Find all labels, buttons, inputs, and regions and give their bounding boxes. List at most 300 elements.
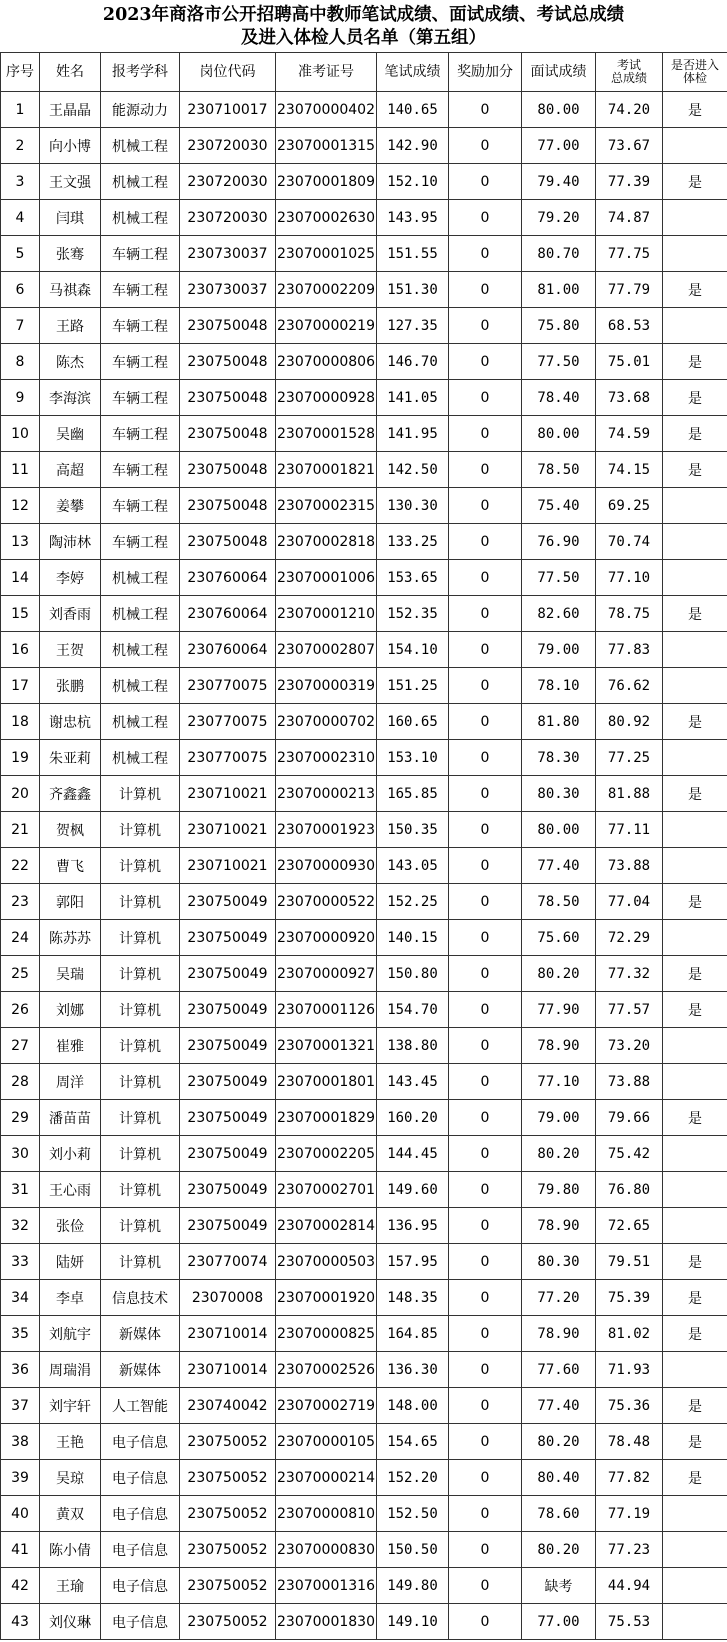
cell-total-score: 75.53 <box>596 1604 663 1640</box>
cell-name: 张鹏 <box>40 668 101 704</box>
table-row <box>1 776 727 812</box>
cell-physical-exam: 是 <box>663 1100 727 1136</box>
cell-name: 吴琼 <box>40 1460 101 1496</box>
cell-written-score: 149.80 <box>377 1568 449 1604</box>
table-row <box>1 1568 727 1604</box>
cell-position-code: 230710021 <box>180 812 276 848</box>
cell-name: 吴瑞 <box>40 956 101 992</box>
cell-ticket-number: 23070002205 <box>276 1136 377 1172</box>
cell-ticket-number: 23070002818 <box>276 524 377 560</box>
cell-subject: 计算机 <box>101 776 180 812</box>
table-row <box>1 956 727 992</box>
cell-seq: 23 <box>1 884 40 920</box>
cell-position-code: 230750052 <box>180 1460 276 1496</box>
cell-ticket-number: 23070001801 <box>276 1064 377 1100</box>
cell-written-score: 152.50 <box>377 1496 449 1532</box>
cell-position-code: 230750048 <box>180 380 276 416</box>
cell-bonus-points: 0 <box>449 344 522 380</box>
table-row <box>1 236 727 272</box>
cell-interview-score: 80.30 <box>522 776 596 812</box>
cell-interview-score: 78.90 <box>522 1208 596 1244</box>
cell-name: 闫琪 <box>40 200 101 236</box>
cell-written-score: 151.25 <box>377 668 449 704</box>
cell-position-code: 230750048 <box>180 344 276 380</box>
cell-bonus-points: 0 <box>449 992 522 1028</box>
table-row <box>1 416 727 452</box>
cell-interview-score: 79.00 <box>522 632 596 668</box>
cell-ticket-number: 23070000928 <box>276 380 377 416</box>
cell-subject: 机械工程 <box>101 704 180 740</box>
cell-subject: 电子信息 <box>101 1496 180 1532</box>
table-row <box>1 668 727 704</box>
cell-subject: 机械工程 <box>101 632 180 668</box>
cell-name: 王瑜 <box>40 1568 101 1604</box>
cell-written-score: 138.80 <box>377 1028 449 1064</box>
cell-written-score: 160.20 <box>377 1100 449 1136</box>
cell-bonus-points: 0 <box>449 524 522 560</box>
cell-bonus-points: 0 <box>449 1244 522 1280</box>
cell-written-score: 152.35 <box>377 596 449 632</box>
document-title-line2: 及进入体检人员名单（第五组） <box>241 28 486 48</box>
cell-total-score: 79.51 <box>596 1244 663 1280</box>
header-total-score <box>596 53 663 92</box>
cell-seq: 38 <box>1 1424 40 1460</box>
cell-written-score: 160.65 <box>377 704 449 740</box>
cell-interview-score: 79.00 <box>522 1100 596 1136</box>
cell-name: 潘苗苗 <box>40 1100 101 1136</box>
cell-interview-score: 77.10 <box>522 1064 596 1100</box>
cell-seq: 12 <box>1 488 40 524</box>
cell-seq: 39 <box>1 1460 40 1496</box>
table-row <box>1 200 727 236</box>
cell-total-score: 73.88 <box>596 848 663 884</box>
cell-total-score: 81.88 <box>596 776 663 812</box>
cell-subject: 计算机 <box>101 812 180 848</box>
cell-position-code: 230750052 <box>180 1568 276 1604</box>
cell-subject: 计算机 <box>101 1064 180 1100</box>
cell-ticket-number: 23070000319 <box>276 668 377 704</box>
cell-interview-score: 80.00 <box>522 92 596 128</box>
cell-bonus-points: 0 <box>449 1136 522 1172</box>
cell-position-code: 230710014 <box>180 1352 276 1388</box>
cell-bonus-points: 0 <box>449 1568 522 1604</box>
cell-total-score: 73.68 <box>596 380 663 416</box>
cell-interview-score: 78.40 <box>522 380 596 416</box>
cell-ticket-number: 23070000522 <box>276 884 377 920</box>
cell-total-score: 74.59 <box>596 416 663 452</box>
table-row <box>1 1244 727 1280</box>
table-row <box>1 1028 727 1064</box>
cell-seq: 21 <box>1 812 40 848</box>
header-interview-score: 面试成绩 <box>522 53 596 92</box>
cell-ticket-number: 23070002315 <box>276 488 377 524</box>
cell-subject: 计算机 <box>101 1244 180 1280</box>
cell-position-code: 230750049 <box>180 956 276 992</box>
cell-seq: 14 <box>1 560 40 596</box>
header-bonus-points: 奖励加分 <box>449 53 522 92</box>
cell-seq: 7 <box>1 308 40 344</box>
cell-bonus-points: 0 <box>449 1280 522 1316</box>
cell-bonus-points: 0 <box>449 632 522 668</box>
cell-position-code: 230730037 <box>180 272 276 308</box>
cell-physical-exam: 是 <box>663 596 727 632</box>
cell-physical-exam <box>663 1352 727 1388</box>
cell-physical-exam: 是 <box>663 1244 727 1280</box>
table-row <box>1 1460 727 1496</box>
header-exam-line2: 体检 <box>682 71 707 85</box>
cell-total-score: 77.57 <box>596 992 663 1028</box>
cell-total-score: 77.82 <box>596 1460 663 1496</box>
cell-interview-score: 75.80 <box>522 308 596 344</box>
cell-physical-exam: 是 <box>663 1424 727 1460</box>
cell-ticket-number: 23070001321 <box>276 1028 377 1064</box>
cell-seq: 28 <box>1 1064 40 1100</box>
cell-seq: 6 <box>1 272 40 308</box>
cell-interview-score: 80.20 <box>522 956 596 992</box>
cell-name: 黄双 <box>40 1496 101 1532</box>
cell-total-score: 71.93 <box>596 1352 663 1388</box>
cell-interview-score: 79.20 <box>522 200 596 236</box>
cell-name: 刘香雨 <box>40 596 101 632</box>
cell-subject: 电子信息 <box>101 1424 180 1460</box>
cell-subject: 计算机 <box>101 848 180 884</box>
cell-subject: 信息技术 <box>101 1280 180 1316</box>
cell-interview-score: 75.60 <box>522 920 596 956</box>
cell-interview-score: 75.40 <box>522 488 596 524</box>
cell-physical-exam: 是 <box>663 344 727 380</box>
cell-seq: 18 <box>1 704 40 740</box>
cell-bonus-points: 0 <box>449 1316 522 1352</box>
cell-written-score: 140.15 <box>377 920 449 956</box>
cell-name: 曹飞 <box>40 848 101 884</box>
cell-position-code: 230710014 <box>180 1316 276 1352</box>
cell-interview-score: 80.00 <box>522 812 596 848</box>
cell-written-score: 157.95 <box>377 1244 449 1280</box>
cell-ticket-number: 23070001830 <box>276 1604 377 1640</box>
cell-total-score: 75.42 <box>596 1136 663 1172</box>
table-row <box>1 1172 727 1208</box>
cell-physical-exam <box>663 200 727 236</box>
cell-bonus-points: 0 <box>449 740 522 776</box>
cell-position-code: 230750049 <box>180 1028 276 1064</box>
cell-subject: 机械工程 <box>101 164 180 200</box>
cell-ticket-number: 23070001923 <box>276 812 377 848</box>
cell-seq: 30 <box>1 1136 40 1172</box>
table-row <box>1 1208 727 1244</box>
cell-name: 崔雅 <box>40 1028 101 1064</box>
cell-total-score: 78.48 <box>596 1424 663 1460</box>
cell-bonus-points: 0 <box>449 1064 522 1100</box>
cell-name: 陈苏苏 <box>40 920 101 956</box>
cell-name: 陈杰 <box>40 344 101 380</box>
cell-position-code: 230770075 <box>180 740 276 776</box>
cell-total-score: 72.65 <box>596 1208 663 1244</box>
cell-total-score: 69.25 <box>596 488 663 524</box>
cell-bonus-points: 0 <box>449 884 522 920</box>
cell-written-score: 150.80 <box>377 956 449 992</box>
cell-subject: 车辆工程 <box>101 488 180 524</box>
cell-position-code: 230720030 <box>180 128 276 164</box>
cell-physical-exam <box>663 740 727 776</box>
cell-total-score: 78.75 <box>596 596 663 632</box>
cell-physical-exam <box>663 848 727 884</box>
cell-ticket-number: 23070000806 <box>276 344 377 380</box>
cell-interview-score: 77.50 <box>522 560 596 596</box>
cell-interview-score: 81.00 <box>522 272 596 308</box>
cell-written-score: 154.70 <box>377 992 449 1028</box>
header-written-score: 笔试成绩 <box>377 53 449 92</box>
cell-seq: 11 <box>1 452 40 488</box>
cell-written-score: 146.70 <box>377 344 449 380</box>
cell-subject: 车辆工程 <box>101 416 180 452</box>
cell-ticket-number: 23070001210 <box>276 596 377 632</box>
cell-physical-exam: 是 <box>663 164 727 200</box>
cell-ticket-number: 23070001315 <box>276 128 377 164</box>
cell-physical-exam: 是 <box>663 272 727 308</box>
cell-written-score: 152.25 <box>377 884 449 920</box>
cell-total-score: 80.92 <box>596 704 663 740</box>
cell-physical-exam: 是 <box>663 416 727 452</box>
cell-ticket-number: 23070000213 <box>276 776 377 812</box>
cell-ticket-number: 23070001126 <box>276 992 377 1028</box>
table-row <box>1 596 727 632</box>
cell-seq: 8 <box>1 344 40 380</box>
cell-written-score: 154.65 <box>377 1424 449 1460</box>
cell-subject: 计算机 <box>101 1028 180 1064</box>
cell-written-score: 165.85 <box>377 776 449 812</box>
cell-position-code: 23070008 <box>180 1280 276 1316</box>
cell-bonus-points: 0 <box>449 380 522 416</box>
cell-ticket-number: 23070001809 <box>276 164 377 200</box>
cell-total-score: 73.67 <box>596 128 663 164</box>
cell-seq: 5 <box>1 236 40 272</box>
cell-written-score: 149.60 <box>377 1172 449 1208</box>
cell-total-score: 73.20 <box>596 1028 663 1064</box>
cell-subject: 新媒体 <box>101 1352 180 1388</box>
cell-ticket-number: 23070000702 <box>276 704 377 740</box>
cell-seq: 16 <box>1 632 40 668</box>
table-body <box>1 92 727 1640</box>
cell-position-code: 230750052 <box>180 1532 276 1568</box>
table-row <box>1 920 727 956</box>
cell-position-code: 230750049 <box>180 920 276 956</box>
cell-ticket-number: 23070002807 <box>276 632 377 668</box>
cell-subject: 机械工程 <box>101 668 180 704</box>
cell-bonus-points: 0 <box>449 776 522 812</box>
cell-physical-exam: 是 <box>663 1280 727 1316</box>
cell-bonus-points: 0 <box>449 416 522 452</box>
cell-total-score: 77.11 <box>596 812 663 848</box>
cell-position-code: 230750052 <box>180 1604 276 1640</box>
table-row <box>1 380 727 416</box>
cell-bonus-points: 0 <box>449 128 522 164</box>
cell-physical-exam <box>663 524 727 560</box>
cell-name: 王心雨 <box>40 1172 101 1208</box>
cell-position-code: 230750049 <box>180 1064 276 1100</box>
cell-written-score: 142.90 <box>377 128 449 164</box>
cell-physical-exam <box>663 1028 727 1064</box>
cell-written-score: 142.50 <box>377 452 449 488</box>
table-row <box>1 740 727 776</box>
cell-name: 周瑞涓 <box>40 1352 101 1388</box>
cell-interview-score: 78.50 <box>522 452 596 488</box>
cell-name: 朱亚莉 <box>40 740 101 776</box>
cell-interview-score: 78.90 <box>522 1028 596 1064</box>
cell-ticket-number: 23070001025 <box>276 236 377 272</box>
cell-subject: 车辆工程 <box>101 452 180 488</box>
cell-written-score: 143.95 <box>377 200 449 236</box>
cell-written-score: 127.35 <box>377 308 449 344</box>
table-row <box>1 92 727 128</box>
results-table <box>0 52 727 1640</box>
cell-subject: 计算机 <box>101 884 180 920</box>
table-row <box>1 1280 727 1316</box>
cell-physical-exam <box>663 1496 727 1532</box>
cell-written-score: 141.95 <box>377 416 449 452</box>
header-total-line1: 考试 <box>616 58 641 72</box>
cell-bonus-points: 0 <box>449 236 522 272</box>
cell-physical-exam <box>663 1064 727 1100</box>
cell-position-code: 230730037 <box>180 236 276 272</box>
cell-name: 陶沛林 <box>40 524 101 560</box>
cell-subject: 电子信息 <box>101 1460 180 1496</box>
cell-total-score: 76.80 <box>596 1172 663 1208</box>
cell-interview-score: 82.60 <box>522 596 596 632</box>
cell-name: 向小博 <box>40 128 101 164</box>
cell-physical-exam <box>663 488 727 524</box>
table-row <box>1 308 727 344</box>
cell-seq: 42 <box>1 1568 40 1604</box>
cell-ticket-number: 23070001821 <box>276 452 377 488</box>
cell-interview-score: 80.40 <box>522 1460 596 1496</box>
cell-position-code: 230750049 <box>180 1136 276 1172</box>
cell-physical-exam <box>663 1208 727 1244</box>
cell-seq: 2 <box>1 128 40 164</box>
cell-total-score: 76.62 <box>596 668 663 704</box>
table-row <box>1 704 727 740</box>
cell-bonus-points: 0 <box>449 1208 522 1244</box>
cell-subject: 计算机 <box>101 1208 180 1244</box>
cell-ticket-number: 23070002209 <box>276 272 377 308</box>
cell-physical-exam <box>663 1532 727 1568</box>
cell-physical-exam: 是 <box>663 704 727 740</box>
table-row <box>1 812 727 848</box>
cell-total-score: 72.29 <box>596 920 663 956</box>
cell-interview-score: 77.00 <box>522 128 596 164</box>
cell-ticket-number: 23070002630 <box>276 200 377 236</box>
cell-interview-score: 80.70 <box>522 236 596 272</box>
cell-subject: 车辆工程 <box>101 272 180 308</box>
cell-subject: 车辆工程 <box>101 308 180 344</box>
table-row <box>1 1316 727 1352</box>
cell-total-score: 77.04 <box>596 884 663 920</box>
cell-position-code: 230720030 <box>180 164 276 200</box>
cell-bonus-points: 0 <box>449 488 522 524</box>
cell-bonus-points: 0 <box>449 956 522 992</box>
cell-bonus-points: 0 <box>449 1388 522 1424</box>
table-row <box>1 344 727 380</box>
cell-ticket-number: 23070000830 <box>276 1532 377 1568</box>
cell-total-score: 75.39 <box>596 1280 663 1316</box>
cell-written-score: 140.65 <box>377 92 449 128</box>
cell-ticket-number: 23070000105 <box>276 1424 377 1460</box>
table-row <box>1 632 727 668</box>
cell-written-score: 143.05 <box>377 848 449 884</box>
cell-ticket-number: 23070002814 <box>276 1208 377 1244</box>
header-exam-line1: 是否进入 <box>670 58 719 72</box>
cell-physical-exam <box>663 1172 727 1208</box>
table-header-row <box>1 53 727 92</box>
header-seq: 序号 <box>1 53 40 92</box>
cell-ticket-number: 23070000825 <box>276 1316 377 1352</box>
cell-physical-exam <box>663 920 727 956</box>
cell-position-code: 230760064 <box>180 632 276 668</box>
cell-seq: 35 <box>1 1316 40 1352</box>
cell-bonus-points: 0 <box>449 596 522 632</box>
cell-written-score: 148.00 <box>377 1388 449 1424</box>
cell-position-code: 230740042 <box>180 1388 276 1424</box>
cell-written-score: 151.55 <box>377 236 449 272</box>
header-name: 姓名 <box>40 53 101 92</box>
cell-seq: 10 <box>1 416 40 452</box>
cell-seq: 34 <box>1 1280 40 1316</box>
cell-total-score: 81.02 <box>596 1316 663 1352</box>
table-row <box>1 488 727 524</box>
cell-position-code: 230710017 <box>180 92 276 128</box>
cell-written-score: 141.05 <box>377 380 449 416</box>
cell-position-code: 230710021 <box>180 776 276 812</box>
cell-subject: 机械工程 <box>101 200 180 236</box>
cell-name: 姜攀 <box>40 488 101 524</box>
cell-physical-exam <box>663 1568 727 1604</box>
cell-bonus-points: 0 <box>449 1424 522 1460</box>
cell-total-score: 77.39 <box>596 164 663 200</box>
cell-subject: 车辆工程 <box>101 380 180 416</box>
cell-seq: 26 <box>1 992 40 1028</box>
table-row <box>1 560 727 596</box>
cell-subject: 计算机 <box>101 920 180 956</box>
cell-seq: 22 <box>1 848 40 884</box>
cell-bonus-points: 0 <box>449 92 522 128</box>
cell-interview-score: 80.20 <box>522 1532 596 1568</box>
cell-seq: 41 <box>1 1532 40 1568</box>
cell-subject: 能源动力 <box>101 92 180 128</box>
cell-seq: 37 <box>1 1388 40 1424</box>
cell-seq: 19 <box>1 740 40 776</box>
cell-interview-score: 77.50 <box>522 344 596 380</box>
cell-position-code: 230770075 <box>180 704 276 740</box>
cell-name: 刘宇轩 <box>40 1388 101 1424</box>
cell-seq: 3 <box>1 164 40 200</box>
cell-written-score: 154.10 <box>377 632 449 668</box>
cell-written-score: 151.30 <box>377 272 449 308</box>
cell-interview-score: 78.10 <box>522 668 596 704</box>
cell-written-score: 153.65 <box>377 560 449 596</box>
cell-physical-exam <box>663 812 727 848</box>
cell-ticket-number: 23070002701 <box>276 1172 377 1208</box>
cell-interview-score: 78.60 <box>522 1496 596 1532</box>
cell-physical-exam <box>663 632 727 668</box>
cell-ticket-number: 23070000402 <box>276 92 377 128</box>
cell-physical-exam: 是 <box>663 884 727 920</box>
cell-position-code: 230750052 <box>180 1496 276 1532</box>
cell-physical-exam: 是 <box>663 92 727 128</box>
table-row <box>1 1424 727 1460</box>
cell-bonus-points: 0 <box>449 704 522 740</box>
cell-total-score: 77.23 <box>596 1532 663 1568</box>
cell-total-score: 77.32 <box>596 956 663 992</box>
cell-bonus-points: 0 <box>449 812 522 848</box>
